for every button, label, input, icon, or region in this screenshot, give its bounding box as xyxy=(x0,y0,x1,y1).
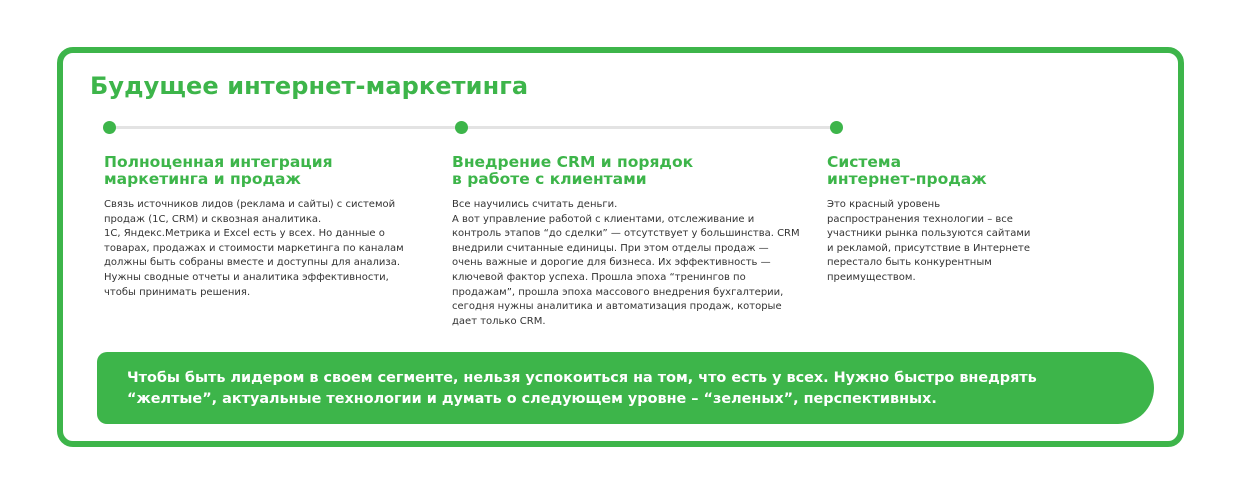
column-integration xyxy=(104,154,424,300)
heading-line: Система xyxy=(827,153,902,171)
callout-text xyxy=(127,368,1037,410)
body-line: чтобы принимать решения. xyxy=(104,286,251,298)
column-heading xyxy=(452,154,797,188)
body-line: распространения технологии – все xyxy=(827,213,1013,225)
body-line: преимуществом. xyxy=(827,271,916,283)
body-line: очень важные и дорогие для бизнеса. Их эффективность — xyxy=(452,257,771,269)
body-line: и рекламой, присутствие в Интернете xyxy=(827,242,1031,254)
body-line: контроль этапов “до сделки” — отсутствует у большинства. CRM xyxy=(452,228,800,240)
column-body xyxy=(104,198,424,300)
heading-line: в работе с клиентами xyxy=(452,170,647,188)
heading-line: маркетинга и продаж xyxy=(104,170,301,188)
body-line: Это красный уровень xyxy=(827,199,941,210)
heading-line: Полноценная интеграция xyxy=(104,153,333,171)
column-crm xyxy=(452,153,800,329)
timeline-line xyxy=(110,126,838,129)
timeline-dot-1 xyxy=(103,121,116,134)
timeline-dot-3 xyxy=(830,121,843,134)
body-line: 1С, Яндекс.Метрика и Excel есть у всех. Но данные о xyxy=(104,228,385,240)
column-heading xyxy=(104,154,424,188)
heading-line: интернет-продаж xyxy=(827,170,987,188)
body-line: внедрили считанные единицы. При этом отделы продаж — xyxy=(452,242,769,254)
body-line: сегодня нужны аналитика и автоматизация продаж, которые xyxy=(452,301,782,313)
column-body xyxy=(452,198,800,329)
callout-line: “желтые”, актуальные технологии и думать о следующем уровне – “зеленых”, перспективных. xyxy=(127,391,937,407)
callout-line: Чтобы быть лидером в своем сегменте, нельзя успокоиться на том, что есть у всех. Нужно быстро внедрять xyxy=(127,370,1037,386)
body-line: дает только CRM. xyxy=(452,315,546,327)
body-line: продажам”, прошла эпоха массового внедрения бухгалтерии, xyxy=(452,286,784,298)
body-line: должны быть собраны вместе и доступны для анализа. xyxy=(104,257,401,269)
column-heading xyxy=(827,154,1027,188)
column-internet-sales xyxy=(827,153,1031,286)
heading-line: Внедрение CRM и порядок xyxy=(452,153,694,171)
page-title: Будущее интернет-маркетинга xyxy=(90,72,529,100)
timeline-dot-2 xyxy=(455,121,468,134)
body-line: А вот управление работой с клиентами, отслеживание и xyxy=(452,213,755,225)
body-line: продаж (1С, CRM) и сквозная аналитика. xyxy=(104,213,322,225)
body-line: ключевой фактор успеха. Прошла эпоха “тренингов по xyxy=(452,271,746,283)
body-line: Связь источников лидов (реклама и сайты) с системой xyxy=(104,199,396,210)
body-line: перестало быть конкурентным xyxy=(827,257,992,269)
body-line: Все научились считать деньги. xyxy=(452,199,618,210)
body-line: Нужны сводные отчеты и аналитика эффективности, xyxy=(104,271,389,283)
column-body xyxy=(827,198,1031,286)
body-line: участники рынка пользуются сайтами xyxy=(827,228,1031,240)
body-line: товарах, продажах и стоимости маркетинга по каналам xyxy=(104,242,404,254)
